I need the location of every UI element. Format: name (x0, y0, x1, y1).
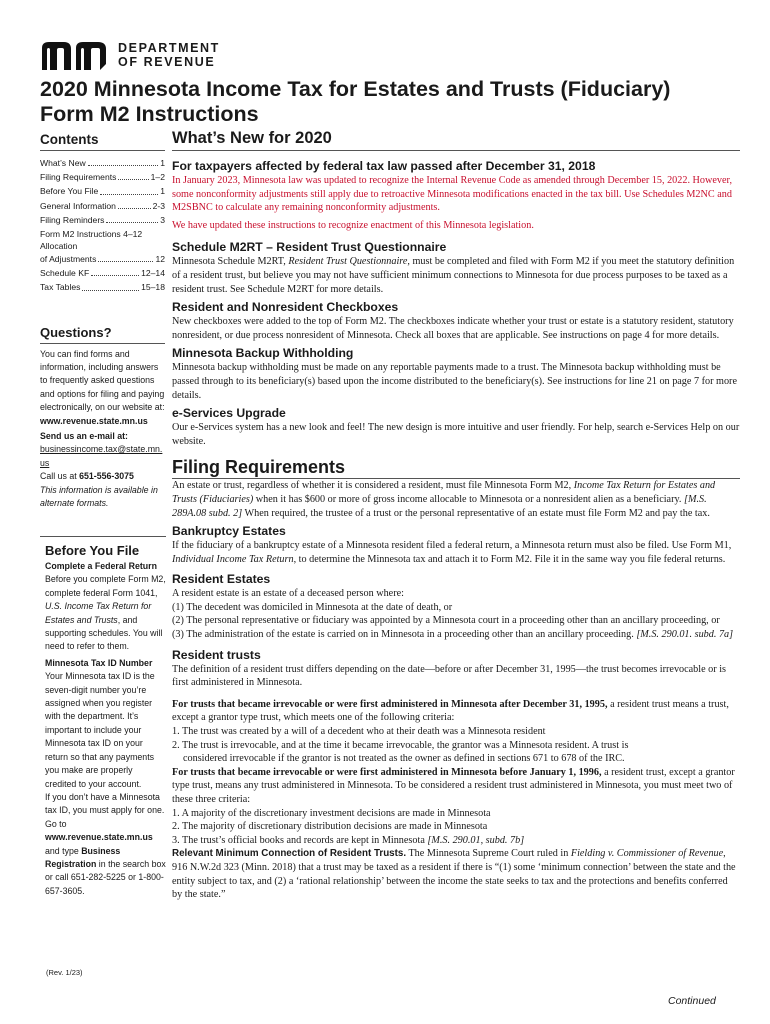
tax-id-text: Your Minnesota tax ID is the seven-digit number you’re assigned when you register with the department. It’s important to include your Minnesota tax ID on your return so that any payments you make are properly credited to your account. (45, 671, 155, 789)
toc-item[interactable]: What’s New 1 (40, 158, 165, 168)
m2rt-heading: Schedule M2RT – Resident Trust Questionnaire (172, 240, 447, 255)
bankruptcy-heading: Bankruptcy Estates (172, 524, 286, 539)
mn-logo-icon (40, 40, 110, 70)
toc-item[interactable]: Tax Tables 15–18 (40, 282, 165, 293)
before-you-file-heading: Before You File (45, 543, 140, 558)
tax-id-apply-text: If you don’t have a Minnesota tax ID, you must apply for one. Go to www.revenue.state.mn.us and type Business Registration in the search box or call 651-282-5225 or 1-800-657-3605. (45, 791, 166, 896)
before-1996-item: 2. The majority of discretionary distribution decisions are made in Minnesota (172, 821, 488, 833)
m2rt-text: Minnesota Schedule M2RT, Resident Trust Questionnaire, must be completed and filed with Form M2 if you meet the statutory definition of a resident trust, but believe you may not have sufficient minimum connections to Minnesota for due process purposes to be taxed as a resident trust. See Schedule M2RT for more details. (172, 256, 735, 295)
federal-return-subheading: Complete a Federal Return (45, 561, 157, 571)
email-label: Send us an e-mail at: (40, 431, 128, 442)
toc-item[interactable]: Form M2 Instructions 4–12 (40, 229, 143, 240)
filing-requirements-heading: Filing Requirements (172, 457, 346, 478)
before-you-file-box (40, 536, 166, 898)
whats-new-heading: What’s New for 2020 (172, 129, 332, 147)
filing-requirements-text: An estate or trust, regardless of whether it is considered a resident, must file Minnesota Form M2, Income Tax Return for Estates and Trusts (Fiduciaries) when it has $600 or more of gross income allocable to Minnesota or a nonresident alien as a beneficiary. [M.S. 289A.08 subd. 2] When required, the trustee of a trust or the personal representative of an estate must file Form M2 and pay the tax. (172, 480, 716, 519)
tax-id-subheading: Minnesota Tax ID Number (45, 657, 153, 668)
resident-estates-item: (1) The decedent was domiciled in Minnesota at the date of death, or (172, 601, 453, 613)
mn-revenue-logo (40, 38, 220, 72)
phone-number[interactable]: 651-556-3075 (79, 471, 134, 482)
resident-estates-item: (3) The administration of the estate is carried on in Minnesota in a proceeding other than an ancillary proceeding. [M.S. 290.01. subd. 7a] (172, 629, 734, 641)
title-line-1: 2020 Minnesota Income Tax for Estates and Trusts (Fiduciary) (40, 77, 671, 101)
title-line-2: Form M2 Instructions (40, 102, 259, 126)
after-1995-item: 2. The trust is irrevocable, and at the time it became irrevocable, the grantor was a Minnesota resident. A trust is (172, 739, 629, 751)
after-1995-rule: For trusts that became irrevocable or were first administered in Minnesota after December 31, 1995, a resident trust means a trust, except a grantor type trust, which meets one of the following criteria: (172, 698, 729, 724)
questions-heading: Questions? (40, 325, 165, 344)
toc-item[interactable]: General Information 2-3 (40, 200, 165, 211)
questions-text: You can find forms and information, including answers to frequently asked questions and options for filing and paying electronically, on our website at: (40, 348, 165, 413)
after-1995-item: 1. The trust was created by a will of a decedent who at their death was a Minnesota resident (172, 726, 546, 738)
after-1995-item-cont: considered irrevocable if the grantor is not treated as the owner as defined in sections 671 to 678 of the IRC. (183, 753, 625, 765)
alt-formats-note: This information is available in alternate formats. (40, 484, 158, 509)
logo-line-1: DEPARTMENT (118, 41, 220, 55)
before-1996-item: 3. The trust’s official books and records are kept in Minnesota [M.S. 290.01, subd. 7b] (172, 834, 525, 846)
before-1996-rule: For trusts that became irrevocable or were first administered in Minnesota before January 1, 1996, a resident trust, except a grantor type trust, means any trust administered in Minnesota. To be considered a resident trust administered in Minnesota, you must meet two of these three criteria: (172, 766, 735, 805)
logo-line-2: OF REVENUE (118, 55, 216, 69)
resident-estates-intro: A resident estate is an estate of a deceased person where: (172, 588, 404, 600)
eservices-heading: e-Services Upgrade (172, 406, 286, 421)
document-title (40, 77, 740, 127)
before-1996-item: 1. A majority of the discretionary investment decisions are made in Minnesota (172, 807, 491, 819)
federal-law-heading: For taxpayers affected by federal tax law passed after December 31, 2018 (172, 159, 596, 173)
resident-trusts-intro: The definition of a resident trust differs depending on the date—before or after December 31, 1995—the trust becomes irrevocable or is first administered in Minnesota. (172, 663, 726, 689)
resident-estates-heading: Resident Estates (172, 572, 271, 587)
checkboxes-heading: Resident and Nonresident Checkboxes (172, 300, 399, 315)
website-link[interactable]: www.revenue.state.mn.us (45, 832, 153, 843)
continued-label: Continued (668, 995, 716, 1007)
phone-line: Call us at 651-556-3075 (40, 471, 134, 482)
legislation-note: We have updated these instructions to recognize enactment of this Minnesota legislation. (172, 219, 534, 231)
main-content (172, 128, 740, 902)
revision-date: (Rev. 1/23) (46, 968, 83, 977)
toc-item[interactable]: Allocation (40, 241, 78, 252)
toc-item[interactable]: Filing Reminders 3 (40, 214, 165, 225)
website-link[interactable]: www.revenue.state.mn.us (40, 415, 148, 426)
federal-law-text: In January 2023, Minnesota law was updated to recognize the Internal Revenue Code as amended through December 15, 2022. However, some nonconformity adjustments still apply due to retroactive Minnesota modifications enacted in the tax bill. Use Schedules M2NC and M2SBNC to calculate any remaining nonconformity adjustments. (172, 175, 733, 214)
minimum-connection-text: Relevant Minimum Connection of Resident Trusts. The Minnesota Supreme Court ruled in Fielding v. Commissioner of Revenue, 916 N.W.2d 323 (Minn. 2018) that a trust may be taxed as a resident if there is “(1) some ‘minimum connection’ between the state and the entity subject to tax, and (2) a ‘rational relationship’ between the income the state seeks to tax and the protections and benefits conferred by the state.” (172, 848, 736, 901)
resident-trusts-heading: Resident trusts (172, 647, 261, 662)
email-link[interactable]: businessincome.tax@state.mn.us (40, 444, 163, 468)
bankruptcy-text: If the fiduciary of a bankruptcy estate of a Minnesota resident filed a federal return, a Minnesota return must also be filed. Use Form M1, Individual Income Tax Return, to determine the Minnesota tax and attach it to Form M2. File it in the same way you file federal returns. (172, 540, 732, 565)
sidebar (40, 132, 165, 511)
eservices-text: Our e-Services system has a new look and feel! The new design is more intuitive and user friendly. For help, search e-Services Help on our website. (172, 422, 740, 447)
checkboxes-text: New checkboxes were added to the top of Form M2. The checkboxes indicate whether your trust or estate is a statutory resident, statutory nonresident, or due process nonresident of Minnesota. Check all boxes that are applicable. See instructions on page 4 for more details. (172, 316, 734, 341)
contents-heading: Contents (40, 132, 165, 151)
toc-item[interactable]: of Adjustments 12 (40, 254, 165, 265)
backup-withholding-heading: Minnesota Backup Withholding (172, 346, 354, 361)
federal-return-text: Before you complete Form M2, complete federal Form 1041, U.S. Income Tax Return for Estates and Trusts, and supporting schedules. You will need to refer to them. (45, 574, 166, 652)
toc-item[interactable]: Schedule KF 12–14 (40, 268, 165, 279)
resident-estates-item: (2) The personal representative or fiduciary was appointed by a Minnesota court in a proceeding other than an ancillary proceeding, or (172, 615, 720, 627)
toc-item[interactable]: Before You File 1 (40, 186, 165, 197)
backup-withholding-text: Minnesota backup withholding must be made on any reportable payments made to a trust. The Minnesota backup withholding must be passed through to its beneficiary(s) based upon the income distributed to the beneficiary(s). See instructions for line 21 on page 7 for more details. (172, 362, 737, 401)
toc-item[interactable]: Filing Requirements 1–2 (40, 172, 165, 183)
